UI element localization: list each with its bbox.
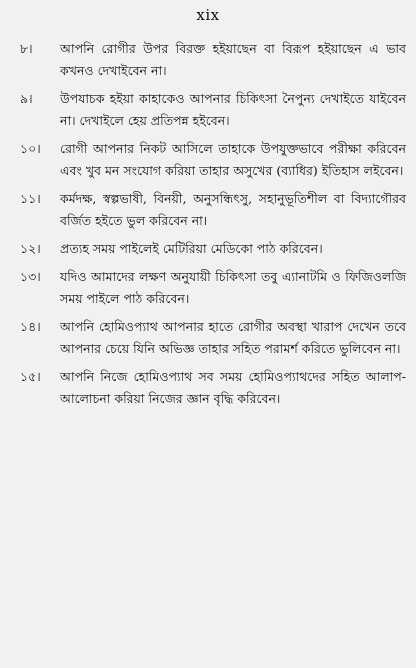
item-number: ১৫। — [20, 369, 41, 384]
list-item — [20, 266, 406, 310]
numbered-list — [20, 38, 406, 416]
item-text: উপযাচক হইয়া কাহাকেও আপনার চিকিৎসা নৈপুন্য দেখাইতে যাইবেন না। দেখাইলে হেয় প্রতিপন্ন হইবেন। — [60, 91, 406, 128]
item-text: যদিও আমাদের লক্ষণ অনুযায়ী চিকিৎসা তবু এ্যানাটমি ও ফিজিওলজি সময় পাইলে পাঠ করিবেন। — [60, 269, 406, 306]
item-number: ১৪। — [20, 319, 41, 334]
list-item — [20, 88, 406, 132]
list-item — [20, 366, 406, 410]
item-number: ১২। — [20, 241, 41, 256]
item-text: আপনি রোগীর উপর বিরক্ত হইয়াছেন বা বিরূপ হইয়াছেন এ ভাব কখনও দেখাইবেন না। — [60, 41, 406, 78]
item-text: কর্মদক্ষ, স্বল্পভাষী, বিনয়ী, অনুসন্ধিৎসু, সহানুভূতিশীল বা বিদ্যাগৌরব বর্জিত হইতে ভুল করিবেন না। — [60, 191, 406, 228]
item-text: আপনি হোমিওপ্যাথ আপনার হাতে রোগীর অবস্থা খারাপ দেখেন তবে আপনার চেয়ে যিনি অভিজ্ঞ তাহার সহিত পরামর্শ করিতে ভুলিবেন না। — [60, 319, 406, 356]
item-number: ৯। — [20, 91, 33, 106]
item-number: ১১। — [20, 191, 41, 206]
item-text: প্রত্যহ সময় পাইলেই মেটিরিয়া মেডিকো পাঠ করিবেন। — [60, 241, 323, 256]
item-number: ১৩। — [20, 269, 41, 284]
item-number: ৮। — [20, 41, 33, 56]
list-item — [20, 188, 406, 232]
list-item — [20, 238, 406, 260]
item-text: আপনি নিজে হোমিওপ্যাথ সব সময় হোমিওপ্যাথদের সহিত আলাপ-আলোচনা করিয়া নিজের জ্ঞান বৃদ্ধি করিবেন। — [60, 369, 406, 406]
item-number: ১০। — [20, 141, 41, 156]
list-item — [20, 138, 406, 182]
item-text: রোগী আপনার নিকট আসিলে তাহাকে উপযুক্তভাবে পরীক্ষা করিবেন এবং খুব মন সংযোগ করিয়া তাহার অসুখের (ব্যাধির) ইতিহাস লইবেন। — [60, 141, 406, 178]
list-item — [20, 38, 406, 82]
list-item — [20, 316, 406, 360]
page-number: xix — [196, 6, 220, 24]
